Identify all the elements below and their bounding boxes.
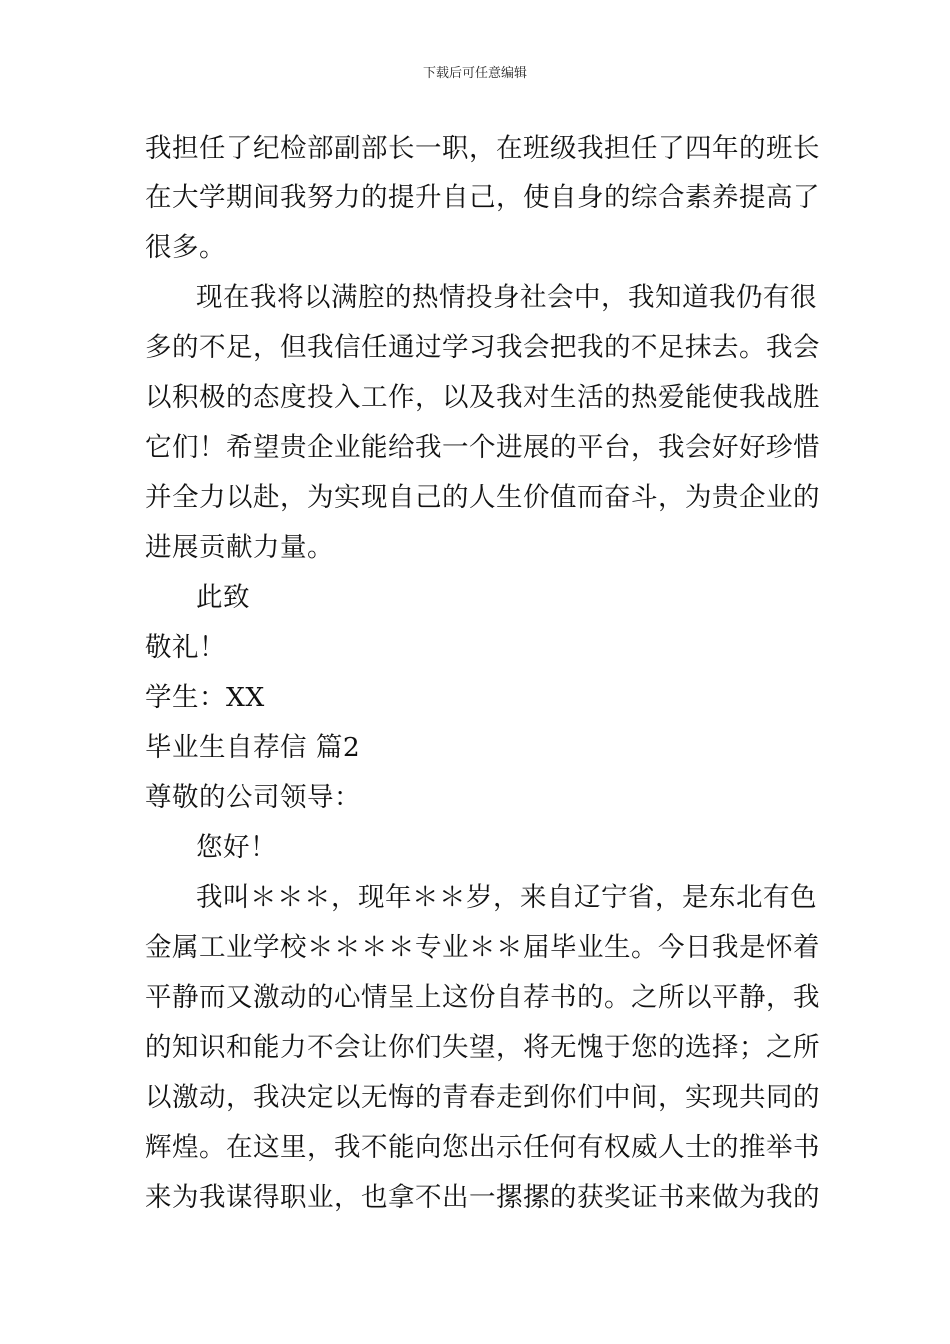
text-line: 来为我谋得职业，也拿不出一摞摞的获奖证书来做为我的 (145, 1182, 820, 1213)
text-line: 以激动，我决定以无悔的青春走到你们中间，实现共同的 (145, 1082, 820, 1113)
paragraph-first-line: 我叫＊＊＊，现年＊＊岁，来自辽宁省，是东北有色 (196, 882, 817, 913)
text-line: 进展贡献力量。 (145, 532, 334, 563)
text-line: 的知识和能力不会让你们失望，将无愧于您的选择；之所 (145, 1032, 820, 1063)
text-line: 并全力以赴，为实现自己的人生价值而奋斗，为贵企业的 (145, 482, 820, 513)
salutation-closing: 敬礼！ (145, 632, 226, 663)
text-line: 多的不足，但我信任通过学习我会把我的不足抹去。我会 (145, 332, 820, 363)
section-title: 毕业生自荐信 篇2 (145, 732, 361, 763)
text-line: 在大学期间我努力的提升自己，使自身的综合素养提高了 (145, 182, 820, 213)
text-line: 它们！希望贵企业能给我一个进展的平台，我会好好珍惜 (145, 432, 820, 463)
closing-phrase: 此致 (196, 582, 250, 613)
signature-line: 学生：XX (145, 682, 265, 713)
text-line: 很多。 (145, 232, 226, 263)
text-line: 以积极的态度投入工作，以及我对生活的热爱能使我战胜 (145, 382, 820, 413)
text-line: 平静而又激动的心情呈上这份自荐书的。之所以平静，我 (145, 982, 820, 1013)
text-line: 金属工业学校＊＊＊＊专业＊＊届毕业生。今日我是怀着 (145, 932, 820, 963)
text-line: 辉煌。在这里，我不能向您出示任何有权威人士的推举书 (145, 1132, 820, 1163)
greeting: 您好！ (196, 832, 277, 863)
page-header: 下载后可任意编辑 (422, 66, 527, 81)
greeting-recipient: 尊敬的公司领导： (145, 782, 361, 813)
text-line: 我担任了纪检部副部长一职，在班级我担任了四年的班长 (145, 133, 820, 164)
paragraph-first-line: 现在我将以满腔的热情投身社会中，我知道我仍有很 (196, 282, 817, 313)
